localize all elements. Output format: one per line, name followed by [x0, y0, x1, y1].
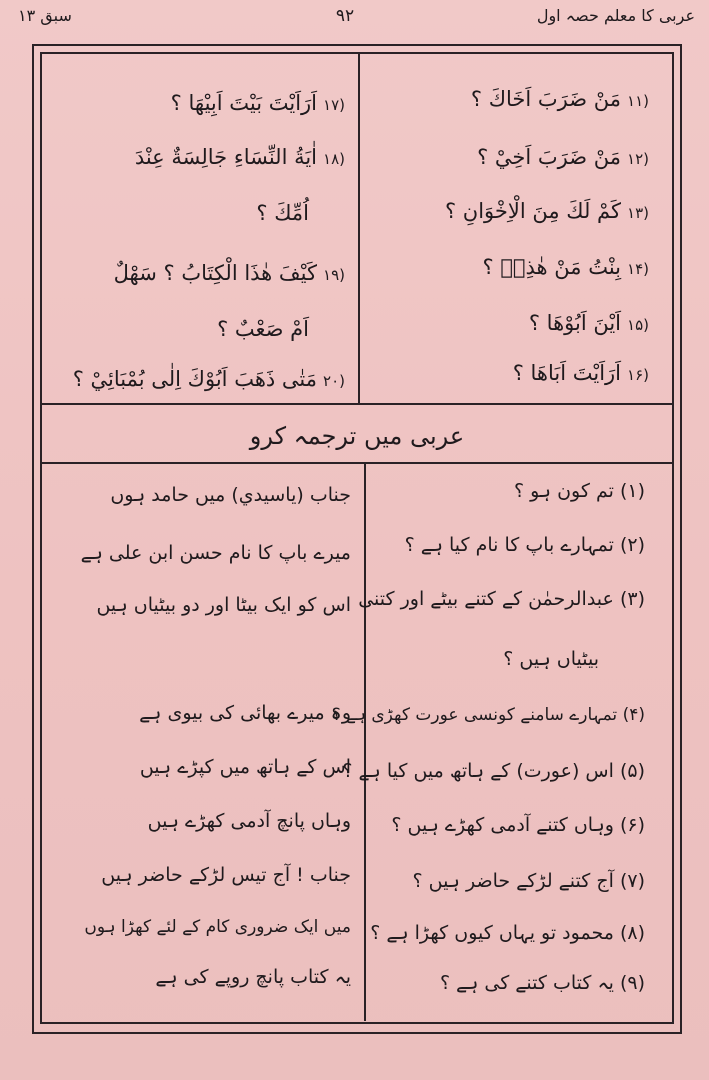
u-q-1: (۱) تم کون ہو ؟	[513, 480, 645, 502]
q-18: (۱۸اٰيَةُ النِّسَاءِ جَالِسَةٌ عِنْدَ	[134, 145, 345, 169]
u-q-4: (۴) تمہارے سامنے کونسی عورت کھڑی ہے ؟	[331, 705, 645, 725]
q-15: (۱۵اَيْنَ اَبُوْهَا ؟	[528, 311, 649, 335]
u-q-5: (۵) اس (عورت) کے ہاتھ میں کیا ہے ؟	[342, 760, 645, 782]
book-title: عربی کا معلم حصہ اول	[536, 6, 695, 25]
u-s-4: وہ میرے بھائی کی بیوی ہے	[139, 702, 351, 724]
q-19: (۱۹كَيْفَ هٰذَا الْكِتَابُ ؟ سَهْلٌ	[113, 261, 345, 285]
q-18-continuation: اُمِّكَ ؟	[256, 201, 309, 225]
u-s-5: اس کے ہاتھ میں کپڑے ہیں	[139, 756, 351, 778]
q-13: (۱۳كَمْ لَكَ مِنَ الْاِخْوَانِ ؟	[444, 199, 649, 223]
page-header	[0, 4, 709, 42]
u-q-3-continuation: بیٹیاں ہیں ؟	[503, 648, 599, 670]
u-q-2: (۲) تمہارے باپ کا نام کیا ہے ؟	[404, 534, 645, 556]
q-11: (۱۱مَنْ ضَرَبَ اَخَاكَ ؟	[470, 87, 649, 111]
q-16: (۱۶اَرَاَيْتَ اَبَاهَا ؟	[512, 361, 649, 385]
lesson-label: سبق ۱۳	[18, 6, 72, 25]
u-q-7: (۷) آج کتنے لڑکے حاضر ہیں ؟	[412, 870, 645, 892]
u-q-9: (۹) یہ کتاب کتنے کی ہے ؟	[439, 972, 645, 994]
q-17: (۱۷اَرَاَيْتَ بَيْتَ اَبِيْهَا ؟	[170, 91, 345, 115]
top-section-bottom-rule	[42, 403, 672, 405]
u-s-1: جناب (یاسیدي) میں حامد ہوں	[110, 484, 351, 506]
u-s-3: اس کو ایک بیٹا اور دو بیٹیاں ہیں	[96, 594, 351, 616]
page-number: ۹۲	[335, 6, 355, 26]
q-19-continuation: اَمْ صَعْبٌ ؟	[217, 317, 309, 341]
u-s-6: وہاں پانچ آدمی کھڑے ہیں	[147, 810, 351, 832]
q-20: (۲۰مَتٰى ذَهَبَ اَبُوْكَ اِلٰى بُمْبَائِيْ ؟	[72, 367, 345, 391]
title-bottom-rule	[42, 462, 672, 464]
u-s-8: میں ایک ضروری کام کے لئے کھڑا ہوں	[84, 917, 351, 937]
u-s-2: میرے باپ کا نام حسن ابن علی ہے	[80, 542, 351, 564]
section-title: عربی میں ترجمہ کرو	[249, 422, 465, 450]
u-q-6: (۶) وہاں کتنے آدمی کھڑے ہیں ؟	[391, 814, 645, 836]
q-12: (۱۲مَنْ ضَرَبَ اَخِيْ ؟	[477, 145, 649, 169]
u-q-8: (۸) محمود تو یہاں کیوں کھڑا ہے ؟	[370, 922, 645, 944]
u-s-7: جناب ! آج تیس لڑکے حاضر ہیں	[101, 864, 351, 886]
u-s-9: یہ کتاب پانچ روپے کی ہے	[155, 966, 351, 988]
bottom-column-divider	[364, 463, 366, 1021]
u-q-3: (۳) عبدالرحمٰن کے کتنے بیٹے اور کتنی	[358, 588, 645, 610]
q-14: (۱۴بِنْتُ مَنْ هٰذِهٖ ؟	[482, 255, 649, 279]
top-column-divider	[358, 54, 360, 404]
